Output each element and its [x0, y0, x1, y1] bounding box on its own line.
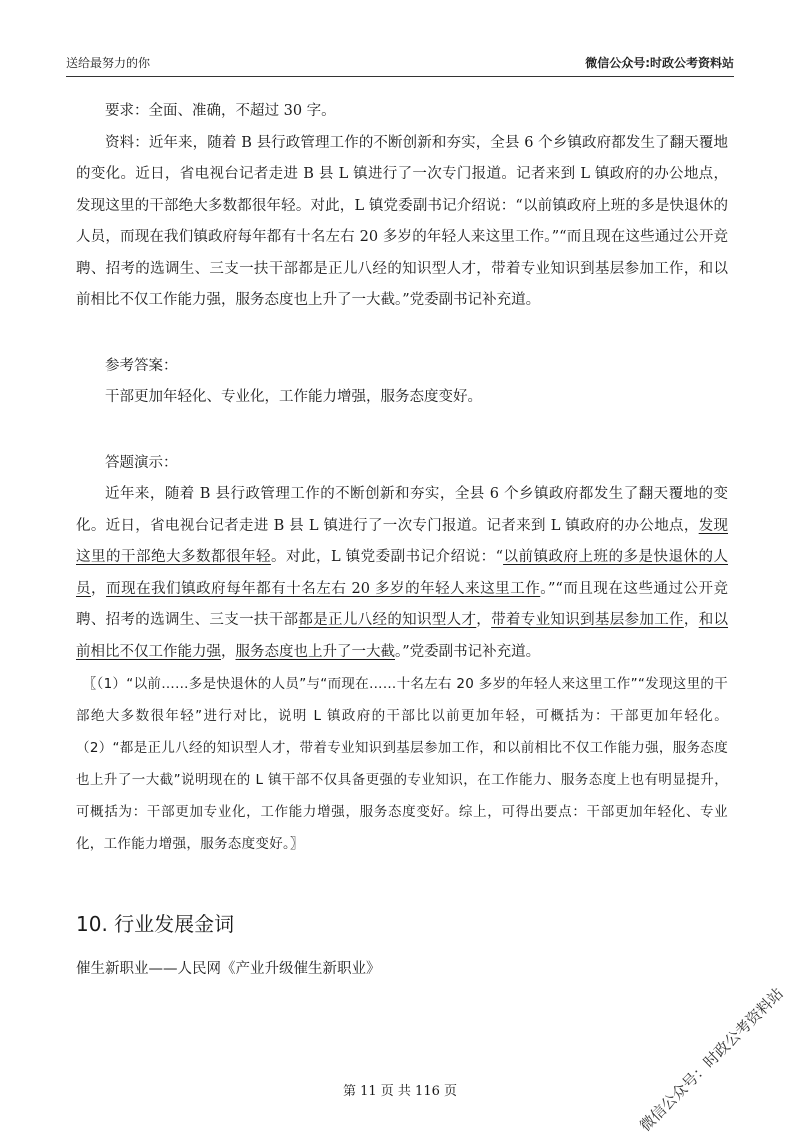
header-slogan: 送给最努力的你 — [66, 56, 151, 70]
demo-underline: 带着专业知识到基层参加工作 — [491, 612, 684, 628]
demo-underline: 以前镇政府上班的多是快退休的人员 — [76, 549, 729, 597]
demo-text: 。”“而且现在这些通过公开竞聘、招考的选调生、三支一扶干部 — [76, 580, 729, 628]
section-title: 10. 行业发展金词 — [76, 912, 235, 936]
answer-label: 参考答案： — [105, 357, 178, 374]
demo-underline: 服务态度也上升了一大截 — [235, 643, 395, 660]
demo-text: ， — [476, 612, 492, 628]
demo-text: 。”党委副书记补充道。 — [395, 643, 541, 660]
page-content — [76, 96, 728, 986]
demo-text: 近年来，随着 B 县行政管理工作的不断创新和夯实，全县 6 个乡镇政府都发生了翻天覆地的变化。近日，省电视台记者走进 B 县 L 镇进行了一次专门报道。记者来到 L 镇政府的办公地点， — [76, 486, 728, 534]
watermark: 微信公众号：时政公考资料站 — [636, 984, 787, 1135]
answer-text: 干部更加年轻化、专业化，工作能力增强，服务态度变好。 — [105, 389, 482, 405]
demo-text: 。对此，L 镇党委副书记介绍说：“ — [270, 549, 504, 565]
demo-underline: 和以前相比不仅工作能力强 — [76, 612, 729, 660]
demo-text: ， — [91, 580, 107, 597]
demo-paragraph — [76, 479, 728, 668]
demo-underline: 都是正儿八经的知识型人才 — [298, 612, 477, 628]
demo-text: ， — [221, 643, 236, 660]
demo-text: ， — [683, 612, 699, 628]
page-number: 第 11 页 共 116 页 — [342, 1084, 458, 1099]
demo-underline: 而现在我们镇政府每年都有十名左右 20 多岁的年轻人来这里工作 — [106, 580, 541, 597]
header-wechat-account: 微信公众号:时政公考资料站 — [585, 56, 734, 70]
analysis-text: 〖（1）“以前……多是快退休的人员”与“而现在……十名左右 20 多岁的年轻人来这里工作”“发现这里的干部绝大多数很年轻”进行对比，说明 L 镇政府的干部比以前更加年轻，可概括为：干部更加年轻化。（2）“都是正儿八经的知识型人才，带着专业知识到基层参加工作，和以前相比不仅工作能力强，服务态度也上升了一大截”说明现在的 L 镇干部不仅具备更强的专业知识，在工作能力、服务态度上也有明显提升，可概括为：干部更加专业化，工作能力增强，服务态度变好。综上，可得出要点：干部更加年轻化、专业化，工作能力增强，服务态度变好。〗 — [76, 676, 728, 852]
demo-underline: 发现这里的干部绝大多数都很年轻 — [76, 517, 728, 565]
demo-label: 答题演示： — [105, 454, 178, 471]
page-header — [66, 50, 734, 77]
requirement-text: 要求：全面、准确，不超过 30 字。 — [105, 103, 336, 119]
section-item: 催生新职业——人民网《产业升级催生新职业》 — [76, 961, 381, 977]
material-text: 资料：近年来，随着 B 县行政管理工作的不断创新和夯实，全县 6 个乡镇政府都发生了翻天覆地的变化。近日，省电视台记者走进 B 县 L 镇进行了一次专门报道。记者来到 L 镇政府的办公地点，发现这里的干部绝大多数都很年轻。对此，L 镇党委副书记介绍说：“以前镇政府上班的多是快退休的人员，而现在我们镇政府每年都有十名左右 20 多岁的年轻人来这里工作。”“而且现在这些通过公开竞聘、招考的选调生、三支一扶干部都是正儿八经的知识型人才，带着专业知识到基层参加工作，和以前相比不仅工作能力强，服务态度也上升了一大截。”党委副书记补充道。 — [76, 134, 728, 308]
